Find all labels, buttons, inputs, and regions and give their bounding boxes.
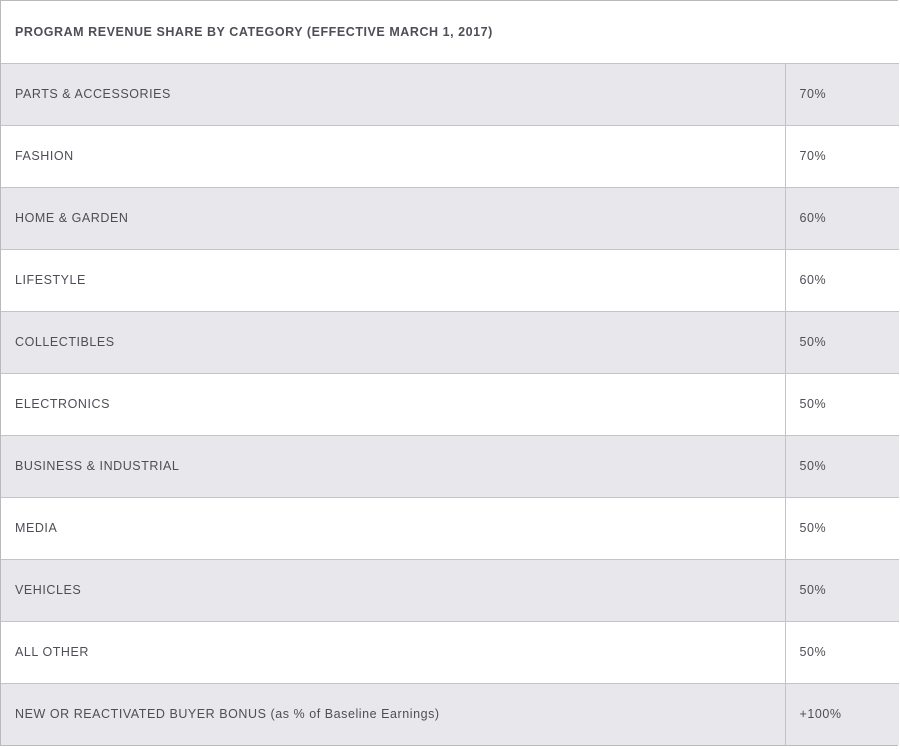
category-label-cell: ELECTRONICS bbox=[1, 373, 785, 435]
revenue-share-value-cell: 70% bbox=[785, 63, 899, 125]
revenue-share-value-cell: 50% bbox=[785, 373, 899, 435]
revenue-share-value-cell: 60% bbox=[785, 187, 899, 249]
category-label-cell: FASHION bbox=[1, 125, 785, 187]
table-row bbox=[1, 435, 899, 497]
category-label-cell: MEDIA bbox=[1, 497, 785, 559]
table-row bbox=[1, 249, 899, 311]
category-label-cell: HOME & GARDEN bbox=[1, 187, 785, 249]
category-label-cell: NEW OR REACTIVATED BUYER BONUS (as % of Baseline Earnings) bbox=[1, 683, 785, 745]
category-label-cell: ALL OTHER bbox=[1, 621, 785, 683]
revenue-share-value-cell: +100% bbox=[785, 683, 899, 745]
table-row bbox=[1, 63, 899, 125]
revenue-share-value-cell: 50% bbox=[785, 311, 899, 373]
table-title: PROGRAM REVENUE SHARE BY CATEGORY (EFFECTIVE MARCH 1, 2017) bbox=[1, 1, 899, 63]
revenue-share-value-cell: 50% bbox=[785, 621, 899, 683]
revenue-share-value-cell: 50% bbox=[785, 497, 899, 559]
table-row bbox=[1, 621, 899, 683]
category-label-cell: BUSINESS & INDUSTRIAL bbox=[1, 435, 785, 497]
table-body bbox=[1, 1, 899, 745]
table-row bbox=[1, 683, 899, 745]
revenue-share-value-cell: 50% bbox=[785, 559, 899, 621]
table-row bbox=[1, 373, 899, 435]
table-row bbox=[1, 311, 899, 373]
revenue-share-value-cell: 60% bbox=[785, 249, 899, 311]
table-title-row bbox=[1, 1, 899, 63]
revenue-share-value-cell: 70% bbox=[785, 125, 899, 187]
category-label-cell: PARTS & ACCESSORIES bbox=[1, 63, 785, 125]
revenue-share-value-cell: 50% bbox=[785, 435, 899, 497]
table-row bbox=[1, 559, 899, 621]
category-label-cell: COLLECTIBLES bbox=[1, 311, 785, 373]
revenue-share-table bbox=[1, 1, 899, 745]
table-row bbox=[1, 497, 899, 559]
category-label-cell: LIFESTYLE bbox=[1, 249, 785, 311]
table-row bbox=[1, 187, 899, 249]
category-label-cell: VEHICLES bbox=[1, 559, 785, 621]
table-row bbox=[1, 125, 899, 187]
